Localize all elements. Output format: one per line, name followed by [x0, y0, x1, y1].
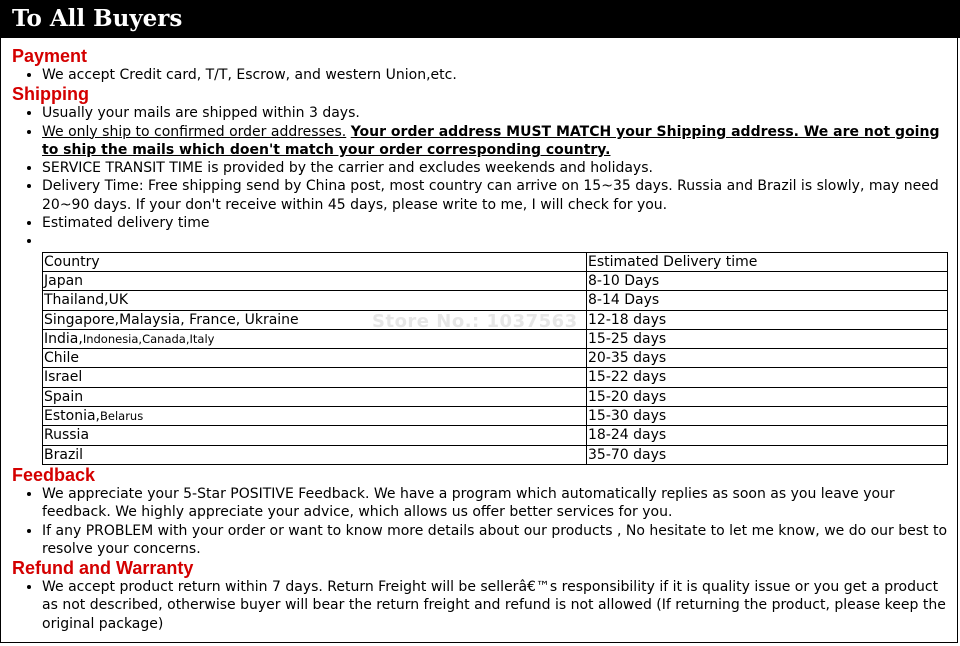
list-item: • If any PROBLEM with your order or want to know more details about our products , No hesitate to let me know, we do our best to resolve your concerns.: [42, 522, 950, 559]
country-name: Estonia,: [44, 408, 100, 425]
address-warning: Your order address MUST MATCH your Shipping address. We are not going to ship the mails which doen't match your order corresponding country.: [42, 123, 940, 158]
country-name: Brazil: [44, 446, 84, 463]
payment-heading: Payment: [12, 46, 88, 66]
delivery-time-cell: 15-20 days: [587, 387, 948, 406]
country-name: India,: [44, 330, 83, 347]
shipping-note: We only ship to confirmed order addresses.: [42, 123, 347, 140]
country-name: Chile: [44, 350, 80, 367]
country-extra: Belarus: [100, 409, 144, 424]
page-title: To All Buyers: [12, 5, 183, 32]
delivery-time-cell: 12-18 days: [587, 310, 948, 329]
list-item: • We accept product return within 7 days. Return Freight will be sellerâ€™s responsibility if it is quality issue or you get a product as not described, otherwise buyer will bear the return freight and refund is not allowed (If returning the product, please keep the original package): [42, 578, 950, 633]
list-item: • We accept Credit card, T/T, Escrow, and western Union,etc.: [42, 66, 950, 84]
country-extra: Indonesia,Canada,Italy: [82, 331, 215, 346]
list-item: • We appreciate your 5-Star POSITIVE Feedback. We have a program which automatically replies as soon as you leave your feedback. We highly appreciate your advice, which allows us offer better services for you.: [42, 485, 950, 522]
delivery-time-cell: 20-35 days: [587, 349, 948, 368]
country-name: Spain: [44, 388, 84, 405]
list-item: • Estimated delivery time: [42, 214, 950, 232]
delivery-time-cell: 8-14 Days: [587, 291, 948, 310]
country-name: Japan: [44, 272, 84, 289]
column-header-country: Country: [43, 252, 587, 271]
feedback-heading: Feedback: [12, 464, 96, 485]
delivery-time-cell: 18-24 days: [587, 426, 948, 445]
list-item: • SERVICE TRANSIT TIME is provided by the carrier and excludes weekends and holidays.: [42, 159, 950, 177]
shipping-heading: Shipping: [12, 84, 89, 105]
column-header-time: Estimated Delivery time: [587, 252, 948, 271]
country-name: Thailand,UK: [44, 292, 128, 309]
delivery-time-cell: 35-70 days: [587, 445, 948, 464]
list-item: • Delivery Time: Free shipping send by China post, most country can arrive on 15~35 days. Russia and Brazil is slowly, may need 20~90 days. If your don't receive within 45 days, please write to me, I will check for you.: [42, 177, 950, 214]
delivery-time-cell: 15-25 days: [587, 329, 948, 348]
list-item: • Usually your mails are shipped within 3 days.: [42, 104, 950, 122]
delivery-time-cell: 15-30 days: [587, 407, 948, 426]
delivery-time-cell: 15-22 days: [587, 368, 948, 387]
delivery-time-cell: 8-10 Days: [587, 271, 948, 290]
country-name: Israel: [44, 369, 83, 386]
country-name: Russia: [44, 427, 90, 444]
store-watermark: Store No.: 1037563: [372, 311, 578, 332]
refund-heading: Refund and Warranty: [12, 558, 194, 579]
country-name: Singapore,Malaysia, France, Ukraine: [44, 311, 299, 328]
